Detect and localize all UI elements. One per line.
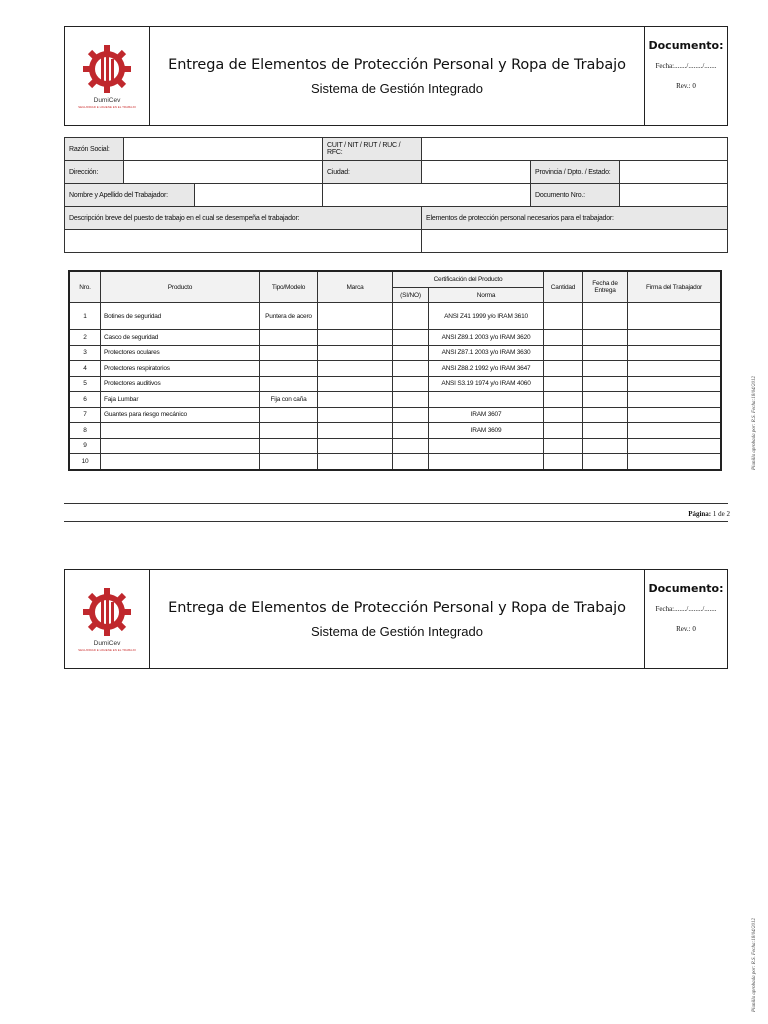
row-norma: ANSI Z41 1999 y/o IRAM 3610	[429, 303, 544, 330]
cuit-label: CUIT / NIT / RUT / RUC / RFC:	[323, 138, 422, 161]
page-value: 1 de 2	[712, 510, 730, 518]
descripcion-puesto-field[interactable]	[65, 230, 422, 253]
fecha-field[interactable]: Fecha:......./......../.......	[655, 605, 717, 613]
table-row	[69, 303, 721, 330]
row-nro: 6	[69, 392, 101, 408]
row-cantidad[interactable]	[544, 361, 583, 377]
row-fecha[interactable]	[583, 407, 628, 423]
table-row	[69, 361, 721, 377]
row-sino[interactable]	[393, 345, 429, 361]
row-marca[interactable]	[318, 361, 393, 377]
ciudad-field[interactable]	[422, 161, 531, 184]
row-sino[interactable]	[393, 423, 429, 439]
row-fecha[interactable]	[583, 361, 628, 377]
table-row	[69, 345, 721, 361]
row-producto: Botines de seguridad	[101, 303, 260, 330]
row-marca[interactable]	[318, 392, 393, 408]
document-header	[64, 26, 728, 126]
row-tipo	[260, 330, 318, 346]
row-marca[interactable]	[318, 407, 393, 423]
company-logo	[65, 570, 150, 668]
row-nro: 5	[69, 376, 101, 392]
row-norma	[429, 392, 544, 408]
row-nro: 10	[69, 454, 101, 470]
table-row	[69, 454, 721, 470]
row-nro: 2	[69, 330, 101, 346]
row-nro: 8	[69, 423, 101, 439]
row-nro: 7	[69, 407, 101, 423]
row-norma[interactable]	[429, 454, 544, 470]
row-cantidad[interactable]	[544, 407, 583, 423]
row-sino[interactable]	[393, 407, 429, 423]
row-fecha[interactable]	[583, 454, 628, 470]
col-marca: Marca	[318, 271, 393, 303]
direccion-label: Dirección:	[65, 161, 124, 184]
row-cantidad[interactable]	[544, 438, 583, 454]
row-marca[interactable]	[318, 303, 393, 330]
row-tipo	[260, 376, 318, 392]
logo-tagline: SEGURIDAD E HIGIENE EN EL TRABAJO	[78, 648, 136, 652]
row-producto: Protectores oculares	[101, 345, 260, 361]
table-row	[69, 330, 721, 346]
row-firma[interactable]	[628, 392, 722, 408]
row-firma[interactable]	[628, 303, 722, 330]
row-tipo	[260, 361, 318, 377]
col-producto: Producto	[101, 271, 260, 303]
row-cantidad[interactable]	[544, 330, 583, 346]
row-marca[interactable]	[318, 330, 393, 346]
row-marca[interactable]	[318, 345, 393, 361]
row-nro: 3	[69, 345, 101, 361]
razon-social-field[interactable]	[124, 138, 323, 161]
document-subtitle: Sistema de Gestión Integrado	[311, 80, 483, 96]
side-approval-note: Planilla aprobada por: R.S. Fecha:18/04/2012	[752, 376, 757, 470]
row-producto: Protectores auditivos	[101, 376, 260, 392]
row-sino[interactable]	[393, 454, 429, 470]
table-row	[69, 376, 721, 392]
col-norma: Norma	[429, 288, 544, 303]
row-firma[interactable]	[628, 454, 722, 470]
row-sino[interactable]	[393, 330, 429, 346]
razon-social-label: Razón Social:	[65, 138, 124, 161]
document-label: Documento:	[648, 39, 724, 52]
row-cantidad[interactable]	[544, 345, 583, 361]
row-norma[interactable]	[429, 438, 544, 454]
side-approval-note-page-2: Planilla aprobada por: R.S. Fecha:18/04/2012	[752, 918, 757, 1012]
fecha-field[interactable]: Fecha:......./......../.......	[655, 62, 717, 70]
row-cantidad[interactable]	[544, 392, 583, 408]
row-firma[interactable]	[628, 361, 722, 377]
page-number	[640, 510, 730, 518]
provincia-field[interactable]	[620, 161, 728, 184]
row-sino[interactable]	[393, 361, 429, 377]
row-firma[interactable]	[628, 330, 722, 346]
row-tipo: Fija con caña	[260, 392, 318, 408]
company-logo	[65, 27, 150, 125]
documento-nro-label: Documento Nro.:	[531, 184, 620, 207]
row-producto[interactable]	[101, 438, 260, 454]
row-fecha[interactable]	[583, 345, 628, 361]
row-fecha[interactable]	[583, 303, 628, 330]
row-tipo	[260, 345, 318, 361]
nombre-trabajador-field-ext[interactable]	[323, 184, 531, 207]
nombre-trabajador-label: Nombre y Apellido del Trabajador:	[65, 184, 195, 206]
row-nro: 4	[69, 361, 101, 377]
col-certificacion: Certificación del Producto	[393, 271, 544, 288]
row-norma: ANSI Z88.2 1992 y/o IRAM 3647	[429, 361, 544, 377]
gear-logo-icon	[81, 586, 133, 638]
row-marca[interactable]	[318, 376, 393, 392]
col-nro: Nro.	[69, 271, 101, 303]
gear-logo-icon	[81, 43, 133, 95]
logo-name: DumiCev	[93, 97, 121, 104]
row-marca[interactable]	[318, 423, 393, 439]
row-norma: IRAM 3609	[429, 423, 544, 439]
row-tipo	[260, 407, 318, 423]
row-producto: Faja Lumbar	[101, 392, 260, 408]
provincia-label: Provincia / Dpto. / Estado:	[531, 161, 620, 184]
row-producto[interactable]	[101, 423, 260, 439]
row-sino[interactable]	[393, 303, 429, 330]
document-subtitle: Sistema de Gestión Integrado	[311, 623, 483, 639]
row-fecha[interactable]	[583, 376, 628, 392]
row-norma: ANSI S3.19 1974 y/o IRAM 4060	[429, 376, 544, 392]
row-producto: Guantes para riesgo mecánico	[101, 407, 260, 423]
col-sino: (SI/NO)	[393, 288, 429, 303]
document-title: Entrega de Elementos de Protección Personal y Ropa de Trabajo	[168, 599, 626, 616]
ciudad-label: Ciudad:	[323, 161, 422, 184]
table-row	[69, 423, 721, 439]
row-tipo[interactable]	[260, 454, 318, 470]
logo-name: DumiCev	[93, 640, 121, 647]
direccion-field[interactable]	[124, 161, 323, 184]
row-tipo[interactable]	[260, 438, 318, 454]
nombre-trabajador-field[interactable]	[195, 184, 322, 206]
row-norma: ANSI Z89.1 2003 y/o IRAM 3620	[429, 330, 544, 346]
documento-nro-field[interactable]	[620, 184, 728, 207]
row-sino[interactable]	[393, 376, 429, 392]
row-producto: Protectores respiratorios	[101, 361, 260, 377]
row-tipo: Puntera de acero	[260, 303, 318, 330]
cuit-field[interactable]	[422, 138, 728, 161]
col-tipo-modelo: Tipo/Modelo	[260, 271, 318, 303]
document-header-page-2	[64, 569, 728, 669]
row-sino[interactable]	[393, 392, 429, 408]
col-fecha-entrega: Fecha de Entrega	[583, 271, 628, 303]
row-norma: IRAM 3607	[429, 407, 544, 423]
footer-divider-bottom	[64, 521, 728, 522]
row-sino[interactable]	[393, 438, 429, 454]
table-row	[69, 407, 721, 423]
row-cantidad[interactable]	[544, 423, 583, 439]
row-cantidad[interactable]	[544, 376, 583, 392]
col-cantidad: Cantidad	[544, 271, 583, 303]
row-nro: 1	[69, 303, 101, 330]
elementos-necesarios-field[interactable]	[422, 230, 728, 253]
row-firma[interactable]	[628, 407, 722, 423]
page-label: Página:	[688, 510, 712, 518]
col-firma: Firma del Trabajador	[628, 271, 722, 303]
row-tipo[interactable]	[260, 423, 318, 439]
row-producto[interactable]	[101, 454, 260, 470]
footer-divider-top	[64, 503, 728, 504]
row-cantidad[interactable]	[544, 454, 583, 470]
logo-tagline: SEGURIDAD E HIGIENE EN EL TRABAJO	[78, 105, 136, 109]
row-firma[interactable]	[628, 376, 722, 392]
table-row	[69, 392, 721, 408]
row-fecha[interactable]	[583, 392, 628, 408]
document-label: Documento:	[648, 582, 724, 595]
company-info-table	[64, 137, 728, 253]
row-fecha[interactable]	[583, 330, 628, 346]
row-norma: ANSI Z87.1 2003 y/o IRAM 3630	[429, 345, 544, 361]
revision-label: Rev.: 0	[676, 625, 696, 633]
row-firma[interactable]	[628, 345, 722, 361]
table-row	[69, 438, 721, 454]
descripcion-puesto-label: Descripción breve del puesto de trabajo en el cual se desempeña el trabajador:	[65, 207, 422, 230]
row-firma[interactable]	[628, 438, 722, 454]
row-producto: Casco de seguridad	[101, 330, 260, 346]
row-fecha[interactable]	[583, 423, 628, 439]
row-nro: 9	[69, 438, 101, 454]
document-title: Entrega de Elementos de Protección Personal y Ropa de Trabajo	[168, 56, 626, 73]
revision-label: Rev.: 0	[676, 82, 696, 90]
row-firma[interactable]	[628, 423, 722, 439]
products-table	[68, 270, 722, 471]
row-marca[interactable]	[318, 438, 393, 454]
row-cantidad[interactable]	[544, 303, 583, 330]
row-marca[interactable]	[318, 454, 393, 470]
elementos-necesarios-label: Elementos de protección personal necesarios para el trabajador:	[422, 207, 728, 230]
row-fecha[interactable]	[583, 438, 628, 454]
